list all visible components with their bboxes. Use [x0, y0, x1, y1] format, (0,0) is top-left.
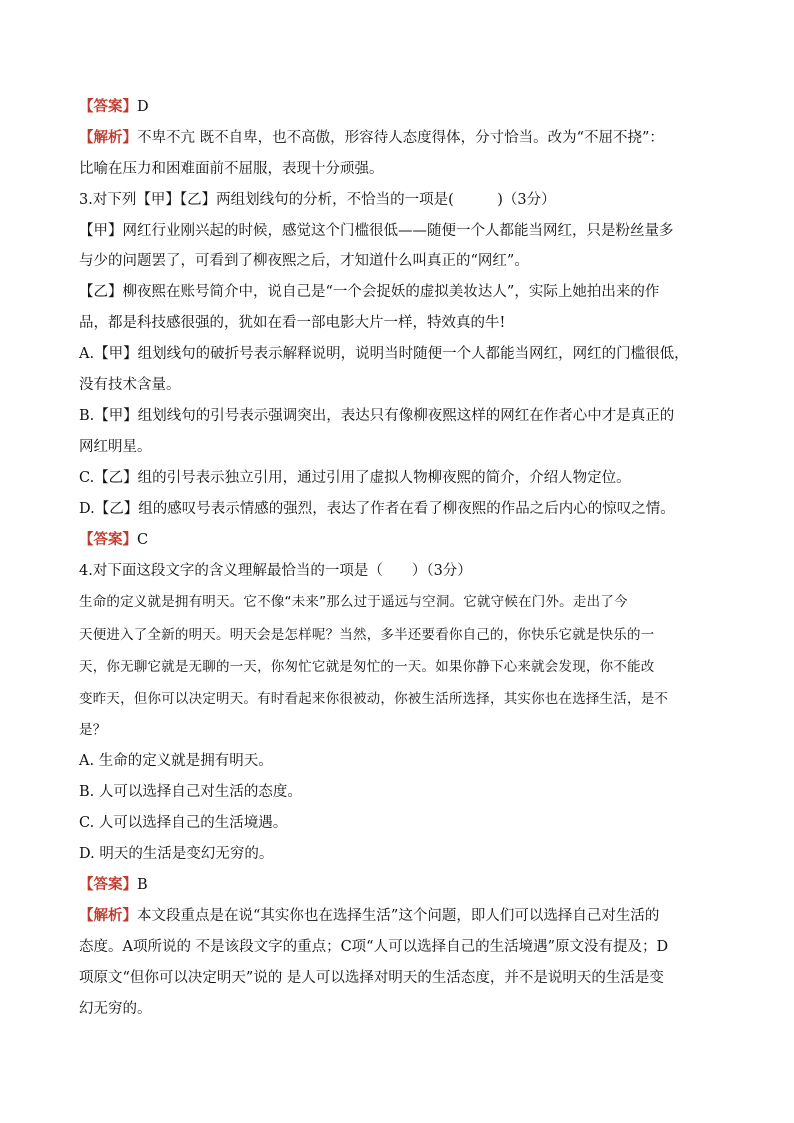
q4-passage-line-5: 是？	[79, 722, 107, 738]
q4-analysis-text-1: 本文段重点是在说“其实你也在选择生活”这个问题，即人们可以选择自己对生活的	[137, 908, 660, 924]
q2-answer-value: D	[137, 99, 149, 115]
q4-answer-value: B	[137, 877, 148, 893]
q3-option-b-line-2: 网红明星。	[79, 439, 152, 455]
q2-answer-line	[79, 96, 719, 118]
q4-analysis-line-2: 态度。A项所说的 不是该段文字的重点；C项“人可以选择自己的生活境遇”原文没有提及；D	[79, 939, 669, 955]
q3-option-c: C.【乙】组的引号表示独立引用，通过引用了虚拟人物柳夜熙的简介，介绍人物定位。	[79, 470, 631, 486]
q3-option-a-line-1: A.【甲】组划线句的破折号表示解释说明，说明当时随便一个人都能当网红，网红的门槛很低，	[79, 346, 689, 362]
q4-option-c: C. 人可以选择自己的生活境遇。	[79, 815, 288, 831]
q3-option-a-line-2: 没有技术含量。	[79, 377, 181, 393]
q3-jia-line-2: 与少的问题罢了，可看到了柳夜熙之后，才知道什么叫真正的“网红”。	[79, 253, 529, 269]
q4-passage-line-2: 天便进入了全新的明天。明天会是怎样呢？当然，多半还要看你自己的，你快乐它就是快乐的一	[79, 627, 655, 643]
q2-analysis-text-1: 不卑不亢 既不自卑，也不高傲，形容待人态度得体，分寸恰当。改为“不屈不挠”：	[137, 130, 664, 146]
q2-analysis-line-1	[79, 127, 719, 149]
analysis-tag: 【解析】	[79, 907, 137, 924]
answer-tag: 【答案】	[79, 98, 137, 115]
q4-passage-line-4: 变昨天，但你可以决定明天。有时看起来你很被动，你被生活所选择，其实你也在选择生活，是不	[79, 691, 669, 707]
answer-tag: 【答案】	[79, 531, 137, 548]
q3-jia-line-1: 【甲】网红行业刚兴起的时候，感觉这个门槛很低——随便一个人都能当网红，只是粉丝量多	[79, 223, 674, 239]
q4-analysis-line-1	[79, 905, 719, 927]
q3-answer-value: C	[137, 532, 149, 548]
q4-option-a: A. 生命的定义就是拥有明天。	[79, 753, 273, 769]
q4-analysis-line-3: 项原文“但你可以决定明天”说的 是人可以选择对明天的生活态度，并不是说明天的生活是变	[79, 970, 664, 986]
analysis-tag: 【解析】	[79, 129, 137, 146]
q4-analysis-line-4: 幻无穷的。	[79, 1001, 152, 1017]
q3-stem: 3.对下列【甲】【乙】两组划线句的分析，不恰当的一项是( )（3分）	[79, 192, 556, 208]
q4-passage-line-3: 天，你无聊它就是无聊的一天，你匆忙它就是匆忙的一天。如果你静下心来就会发现，你不能改	[79, 659, 655, 675]
q2-analysis-line-2: 比喻在压力和困难面前不屈服，表现十分顽强。	[79, 161, 384, 177]
q4-stem: 4.对下面这段文字的含义理解最恰当的一项是（ ）（3分）	[79, 563, 472, 579]
q3-yi-line-2: 品，都是科技感很强的，犹如在看一部电影大片一样，特效真的牛!	[79, 315, 506, 331]
answer-tag: 【答案】	[79, 876, 137, 893]
q4-option-d: D. 明天的生活是变幻无穷的。	[79, 846, 274, 862]
q3-yi-line-1: 【乙】柳夜熙在账号简介中，说自己是“一个会捉妖的虚拟美妆达人”，实际上她拍出来的作	[79, 284, 660, 300]
q3-answer-line	[79, 529, 719, 551]
q4-answer-line	[79, 874, 719, 896]
q4-passage-line-1: 生命的定义就是拥有明天。它不像“未来”那么过于遥远与空洞。它就守候在门外。走出了今	[79, 594, 628, 610]
q3-option-d: D.【乙】组的感叹号表示情感的强烈，表达了作者在看了柳夜熙的作品之后内心的惊叹之情。	[79, 501, 675, 517]
q3-option-b-line-1: B.【甲】组划线句的引号表示强调突出，表达只有像柳夜熙这样的网红在作者心中才是真正的	[79, 408, 675, 424]
q4-option-b: B. 人可以选择自己对生活的态度。	[79, 784, 302, 800]
